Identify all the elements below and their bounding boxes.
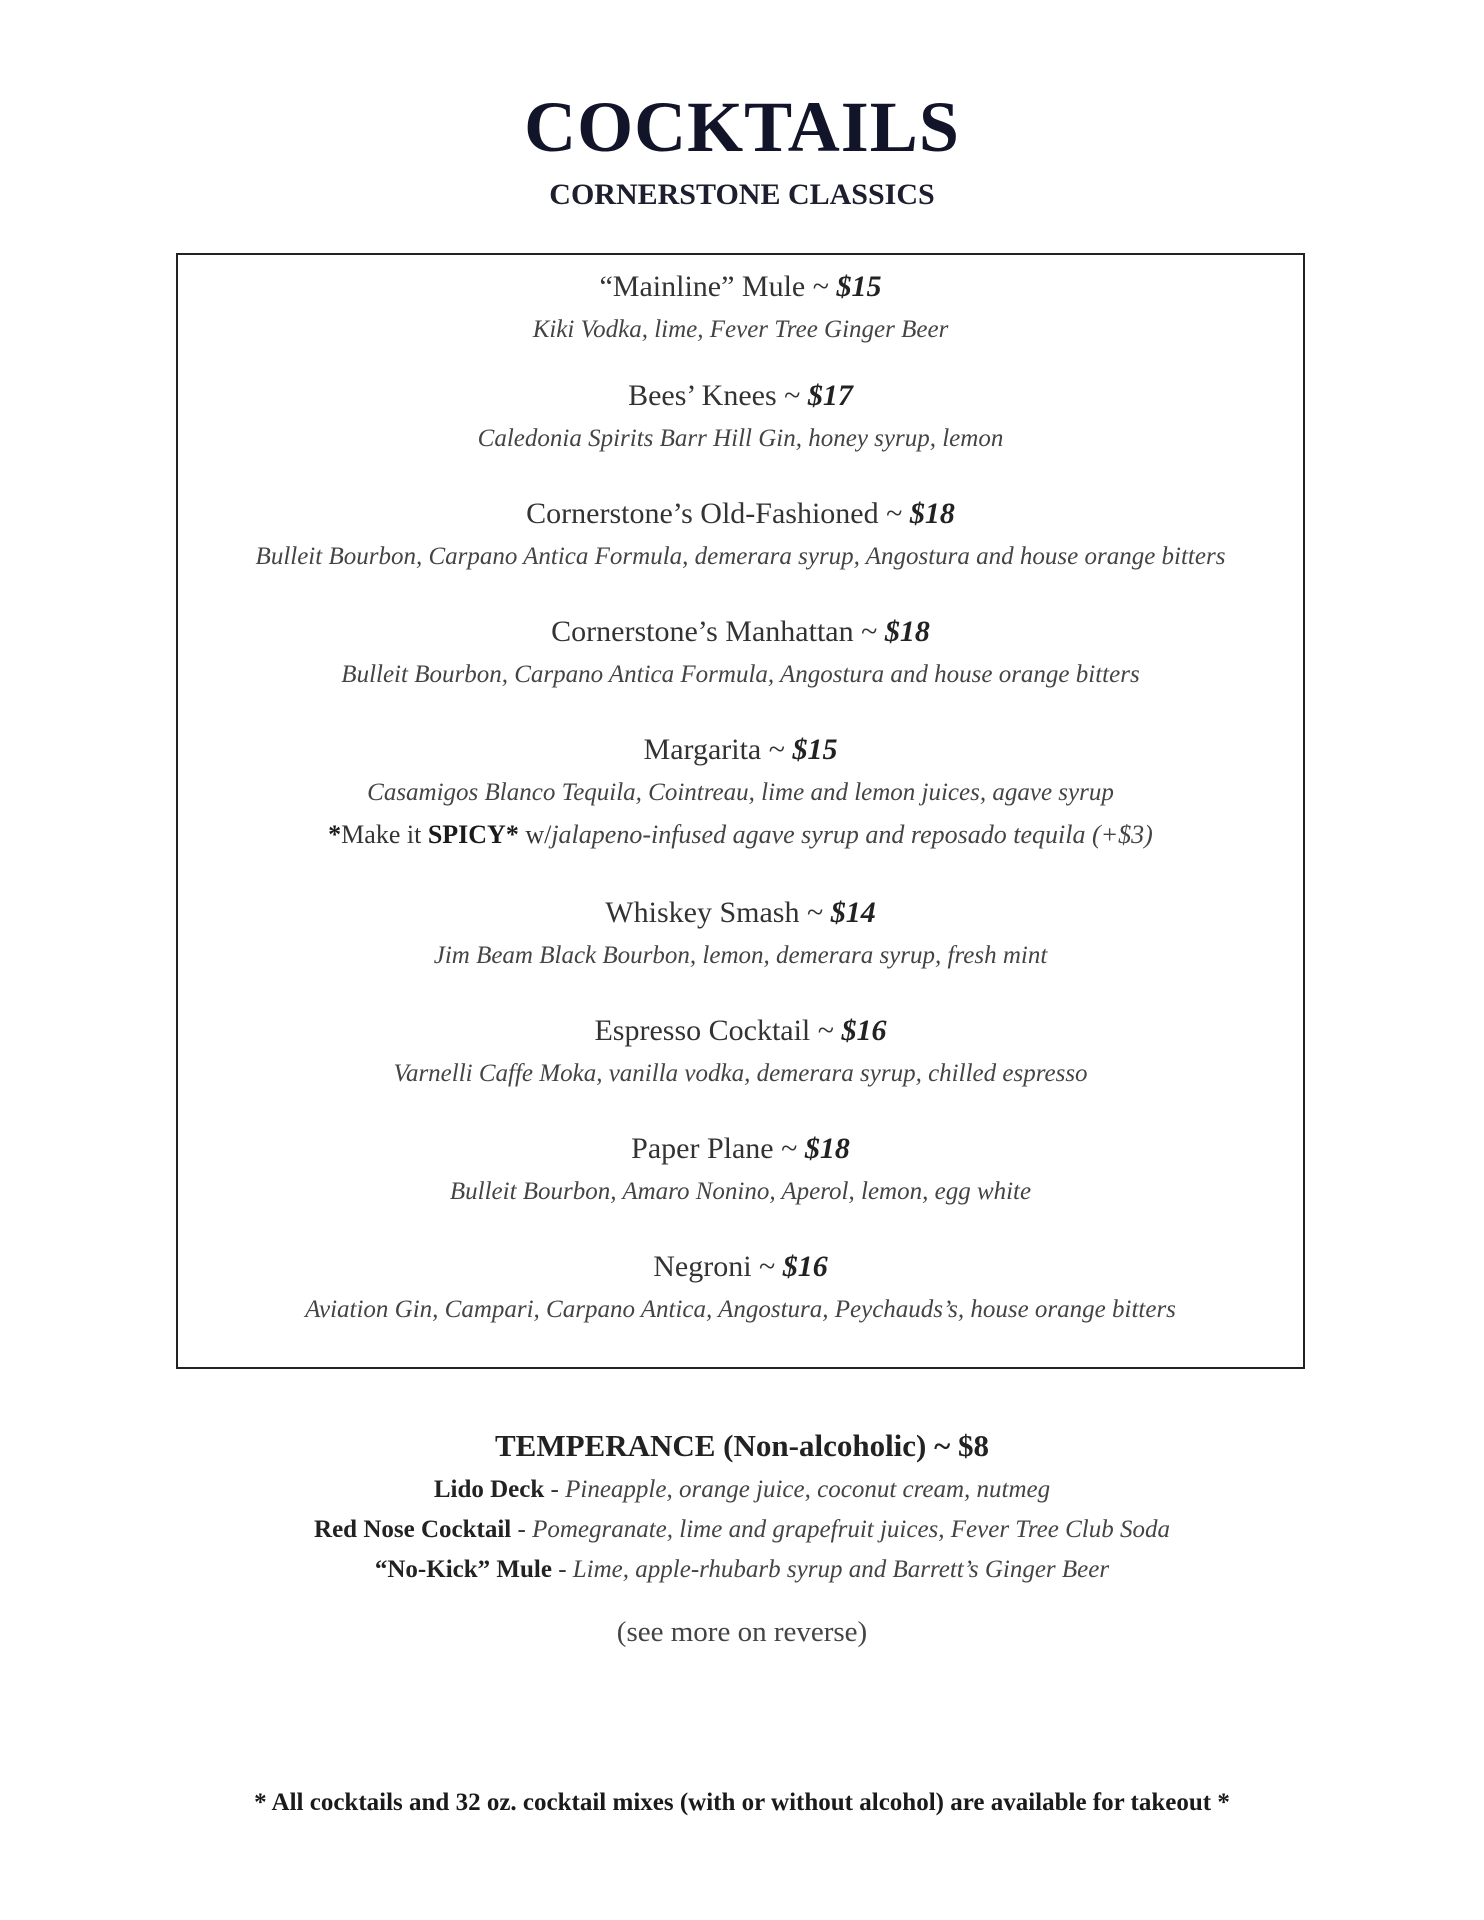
menu-item-name: Cornerstone’s Old-Fashioned xyxy=(526,497,879,530)
price-separator: ~ xyxy=(776,379,808,412)
menu-item-price: $16 xyxy=(782,1250,828,1283)
menu-item-price: $17 xyxy=(807,379,853,412)
price-separator: ~ xyxy=(761,733,793,766)
spicy-make-it: Make it xyxy=(341,820,428,849)
price-separator: ~ xyxy=(805,270,837,303)
menu-item xyxy=(178,1249,1303,1326)
temperance-item-description: Pineapple, orange juice, coconut cream, nutmeg xyxy=(565,1476,1051,1503)
price-separator: ~ xyxy=(853,615,885,648)
price-separator: ~ xyxy=(773,1132,805,1165)
section-subtitle: CORNERSTONE CLASSICS xyxy=(549,178,935,211)
menu-item-price: $15 xyxy=(792,733,838,766)
menu-item xyxy=(178,1131,1303,1208)
menu-item-description: Kiki Vodka, lime, Fever Tree Ginger Beer xyxy=(532,316,949,343)
menu-item-title xyxy=(178,496,1303,532)
temperance-separator: - xyxy=(544,1476,566,1503)
temperance-separator: - xyxy=(511,1516,533,1543)
menu-item xyxy=(178,895,1303,972)
menu-item-title xyxy=(178,895,1303,931)
classics-menu-box xyxy=(176,253,1305,1369)
spicy-star: * xyxy=(328,820,342,849)
menu-item-name: Bees’ Knees xyxy=(628,379,777,412)
menu-item xyxy=(178,378,1303,455)
menu-item-title xyxy=(178,1249,1303,1285)
menu-item-description: Jim Beam Black Bourbon, lemon, demerara syrup, fresh mint xyxy=(433,942,1048,969)
temperance-item xyxy=(0,1516,1484,1544)
menu-item xyxy=(178,614,1303,691)
see-reverse-note: (see more on reverse) xyxy=(616,1616,868,1648)
temperance-item-name: Lido Deck xyxy=(433,1476,545,1503)
menu-item-price: $16 xyxy=(841,1014,887,1047)
menu-item-description: Aviation Gin, Campari, Carpano Antica, Angostura, Peychauds’s, house orange bitters xyxy=(305,1296,1176,1323)
price-separator: ~ xyxy=(751,1250,783,1283)
menu-item-title xyxy=(178,732,1303,768)
temperance-item-name: Red Nose Cocktail xyxy=(314,1516,512,1543)
price-separator: ~ xyxy=(799,896,831,929)
menu-item-name: Negroni xyxy=(653,1250,752,1283)
temperance-item-description: Pomegranate, lime and grapefruit juices, Fever Tree Club Soda xyxy=(532,1516,1170,1543)
temperance-item-name: “No-Kick” Mule xyxy=(374,1556,552,1583)
menu-item-name: Paper Plane xyxy=(631,1132,774,1165)
menu-item-title xyxy=(178,269,1303,305)
menu-item-title xyxy=(178,1131,1303,1167)
menu-item-title xyxy=(178,378,1303,414)
temperance-separator: - xyxy=(551,1556,573,1583)
menu-item-price: $18 xyxy=(884,615,930,648)
menu-item-description: Casamigos Blanco Tequila, Cointreau, lime and lemon juices, agave syrup xyxy=(367,779,1114,806)
temperance-item-description: Lime, apple-rhubarb syrup and Barrett’s Ginger Beer xyxy=(572,1556,1110,1583)
menu-item xyxy=(178,496,1303,573)
menu-item-description: Bulleit Bourbon, Amaro Nonino, Aperol, lemon, egg white xyxy=(449,1178,1032,1205)
menu-item xyxy=(178,269,1303,346)
temperance-item xyxy=(0,1476,1484,1504)
menu-item-name: Margarita xyxy=(643,733,762,766)
menu-item-description: Bulleit Bourbon, Carpano Antica Formula, Angostura and house orange bitters xyxy=(341,661,1140,688)
menu-item-price: $15 xyxy=(836,270,882,303)
menu-item-price: $14 xyxy=(830,896,876,929)
menu-item-name: Cornerstone’s Manhattan xyxy=(551,615,854,648)
menu-item-title xyxy=(178,614,1303,650)
menu-item-price: $18 xyxy=(909,497,955,530)
menu-item-name: Whiskey Smash xyxy=(605,896,800,929)
takeout-footer: * All cocktails and 32 oz. cocktail mixes (with or without alcohol) are available for takeout * xyxy=(254,1789,1230,1816)
spicy-option-note xyxy=(178,819,1303,851)
menu-item xyxy=(178,1013,1303,1090)
spicy-with: w/ xyxy=(518,820,552,849)
menu-item-description: Caledonia Spirits Barr Hill Gin, honey syrup, lemon xyxy=(477,425,1004,452)
price-separator: ~ xyxy=(810,1014,842,1047)
menu-item-price: $18 xyxy=(804,1132,850,1165)
menu-item-description: Bulleit Bourbon, Carpano Antica Formula, demerara syrup, Angostura and house orange bitters xyxy=(255,543,1226,570)
temperance-heading: TEMPERANCE (Non-alcoholic) ~ $8 xyxy=(494,1428,990,1463)
spicy-label: SPICY* xyxy=(427,820,519,849)
menu-item xyxy=(178,732,1303,851)
menu-item-name: “Mainline” Mule xyxy=(599,270,806,303)
menu-item-title xyxy=(178,1013,1303,1049)
menu-item-name: Espresso Cocktail xyxy=(594,1014,811,1047)
menu-item-description: Varnelli Caffe Moka, vanilla vodka, demerara syrup, chilled espresso xyxy=(393,1060,1088,1087)
page-title: COCKTAILS xyxy=(524,87,960,167)
price-separator: ~ xyxy=(878,497,910,530)
spicy-detail: jalapeno-infused agave syrup and reposado tequila (+$3) xyxy=(551,820,1153,849)
temperance-item xyxy=(0,1556,1484,1584)
